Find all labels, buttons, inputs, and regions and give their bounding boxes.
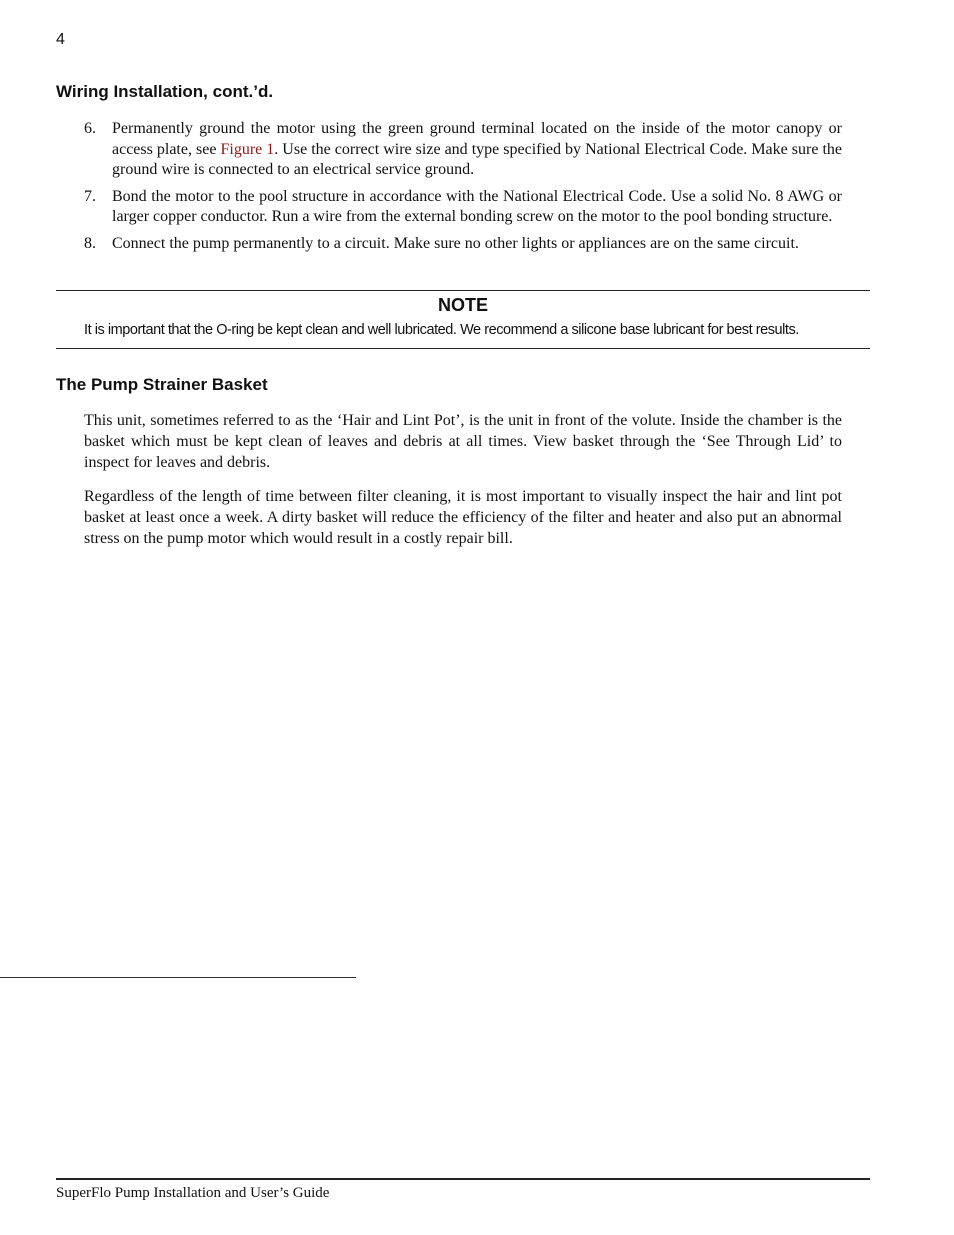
pump-strainer-basket-heading: The Pump Strainer Basket (56, 375, 268, 394)
note-bottom-divider (56, 348, 870, 349)
page-number: 4 (56, 31, 65, 48)
step-number: 6. (84, 120, 96, 137)
step-text: Bond the motor to the pool structure in accordance with the National Electrical Code. Use a solid No. 8 AWG or larger copper conductor. Run a wire from the external bonding screw on the motor to the pool bonding structure. (112, 187, 842, 225)
footer-divider (56, 1178, 870, 1180)
step-text (112, 119, 842, 181)
step-item-6 (84, 119, 842, 181)
step-number: 7. (84, 187, 96, 205)
strainer-paragraph-1: This unit, sometimes referred to as the ‘Hair and Lint Pot’, is the unit in front of the volute. Inside the chamber is the basket which must be kept clean of leaves and debris at all times. View basket through the ‘See Through Lid’ to inspect for leaves and debris. (84, 412, 842, 471)
wiring-installation-heading: Wiring Installation, cont.’d. (56, 82, 274, 101)
footnote-divider (0, 977, 356, 978)
footer-title: SuperFlo Pump Installation and User’s Guide (56, 1185, 330, 1201)
step-item-7 (84, 187, 842, 228)
note-text: It is important that the O-ring be kept clean and well lubricated. We recommend a silicone base lubricant for best results. (84, 322, 799, 338)
step-text: Connect the pump permanently to a circuit. Make sure no other lights or appliances are on the same circuit. (112, 234, 799, 252)
step-text-before-link: Permanently ground the motor using the green ground terminal located on the inside of the motor canopy or access plate, see (112, 120, 842, 158)
strainer-paragraph-2: Regardless of the length of time between filter cleaning, it is most important to visually inspect the hair and lint pot basket at least once a week. A dirty basket will reduce the efficiency of the filter and heater and also put an abnormal stress on the pump motor which would result in a costly repair bill. (84, 488, 842, 547)
step-number: 8. (84, 234, 96, 252)
step-item-8 (84, 234, 842, 255)
note-title: NOTE (437, 295, 488, 315)
figure-1-link[interactable]: Figure 1 (220, 140, 275, 158)
note-top-divider (56, 290, 870, 291)
wiring-steps-list (84, 119, 842, 260)
step-text-after-link: . Use the correct wire size and type specified by National Electrical Code. Make sure the ground wire is connected to an electrical service ground. (112, 140, 843, 178)
